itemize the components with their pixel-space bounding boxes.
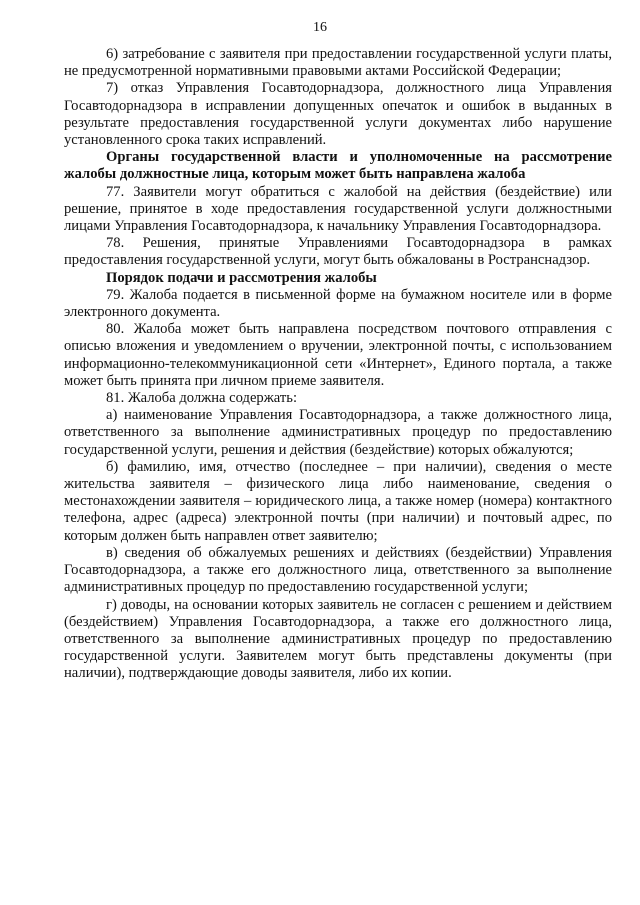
page-number: 16 bbox=[313, 20, 327, 35]
paragraph-81-v: в) сведения об обжалуемых решениях и действиях (бездействии) Управления Госавтодорнадзора, а также его должностного лица, ответственного за выполнение административных процедур по предоставлению государственной услуги; bbox=[64, 544, 612, 596]
paragraph-81: 81. Жалоба должна содержать: bbox=[106, 390, 297, 407]
paragraph-79: 79. Жалоба подается в письменной форме на бумажном носителе или в форме электронного документа. bbox=[64, 286, 612, 321]
paragraph-77: 77. Заявители могут обратиться с жалобой на действия (бездействие) или решение, принятое в ходе предоставления государственной услуги должностными лицами Управления Госавтодорнадзора, к начальнику Управления Госавтодорнадзора. bbox=[64, 183, 612, 235]
paragraph-81-b: б) фамилию, имя, отчество (последнее – при наличии), сведения о месте жительства заявителя – физического лица либо наименование, сведения о местонахождении заявителя – юридического лица, а также номер (номера) контактного телефона, адрес (адреса) электронной почты (при наличии) и почтовый адрес, по которым должен быть направлен ответ заявителю; bbox=[64, 458, 612, 544]
document-body bbox=[64, 46, 612, 683]
paragraph-item-6: 6) затребование с заявителя при предоставлении государственной услуги платы, не предусмотренной нормативными правовыми актами Российской Федерации; bbox=[64, 46, 612, 80]
paragraph-80: 80. Жалоба может быть направлена посредством почтового отправления с описью вложения и уведомлением о вручении, электронной почты, с использованием информационно-телекоммуникационной сети «Интернет», Единого портала, а также может быть принята при личном приеме заявителя. bbox=[64, 321, 612, 389]
section-heading-complaint-procedure: Порядок подачи и рассмотрения жалобы bbox=[106, 269, 377, 286]
paragraph-81-g: г) доводы, на основании которых заявитель не согласен с решением и действием (бездействием) Управления Госавтодорнадзора, а также его должностного лица, ответственного за выполнение административных процедур по предоставлению государственной услуги. Заявителем могут быть представлены документы (при наличии), подтверждающие доводы заявителя, либо их копии. bbox=[64, 596, 612, 682]
paragraph-81-a: а) наименование Управления Госавтодорнадзора, а также должностного лица, ответственного за выполнение административных процедур по предоставлению государственной услуги, решения и действия (бездействие) которых обжалуются; bbox=[64, 407, 612, 458]
paragraph-item-7: 7) отказ Управления Госавтодорнадзора, должностного лица Управления Госавтодорнадзора в исправлении допущенных опечаток и ошибок в выданных в результате предоставления государственной услуги документах либо нарушение установленного срока таких исправлений. bbox=[64, 80, 612, 149]
paragraph-78: 78. Решения, принятые Управлениями Госавтодорнадзора в рамках предоставления государственной услуги, могут быть обжалованы в Ространснадзор. bbox=[64, 235, 612, 269]
section-heading-complaint-bodies: Органы государственной власти и уполномоченные на рассмотрение жалобы должностные лица, которым может быть направлена жалоба bbox=[64, 149, 612, 183]
